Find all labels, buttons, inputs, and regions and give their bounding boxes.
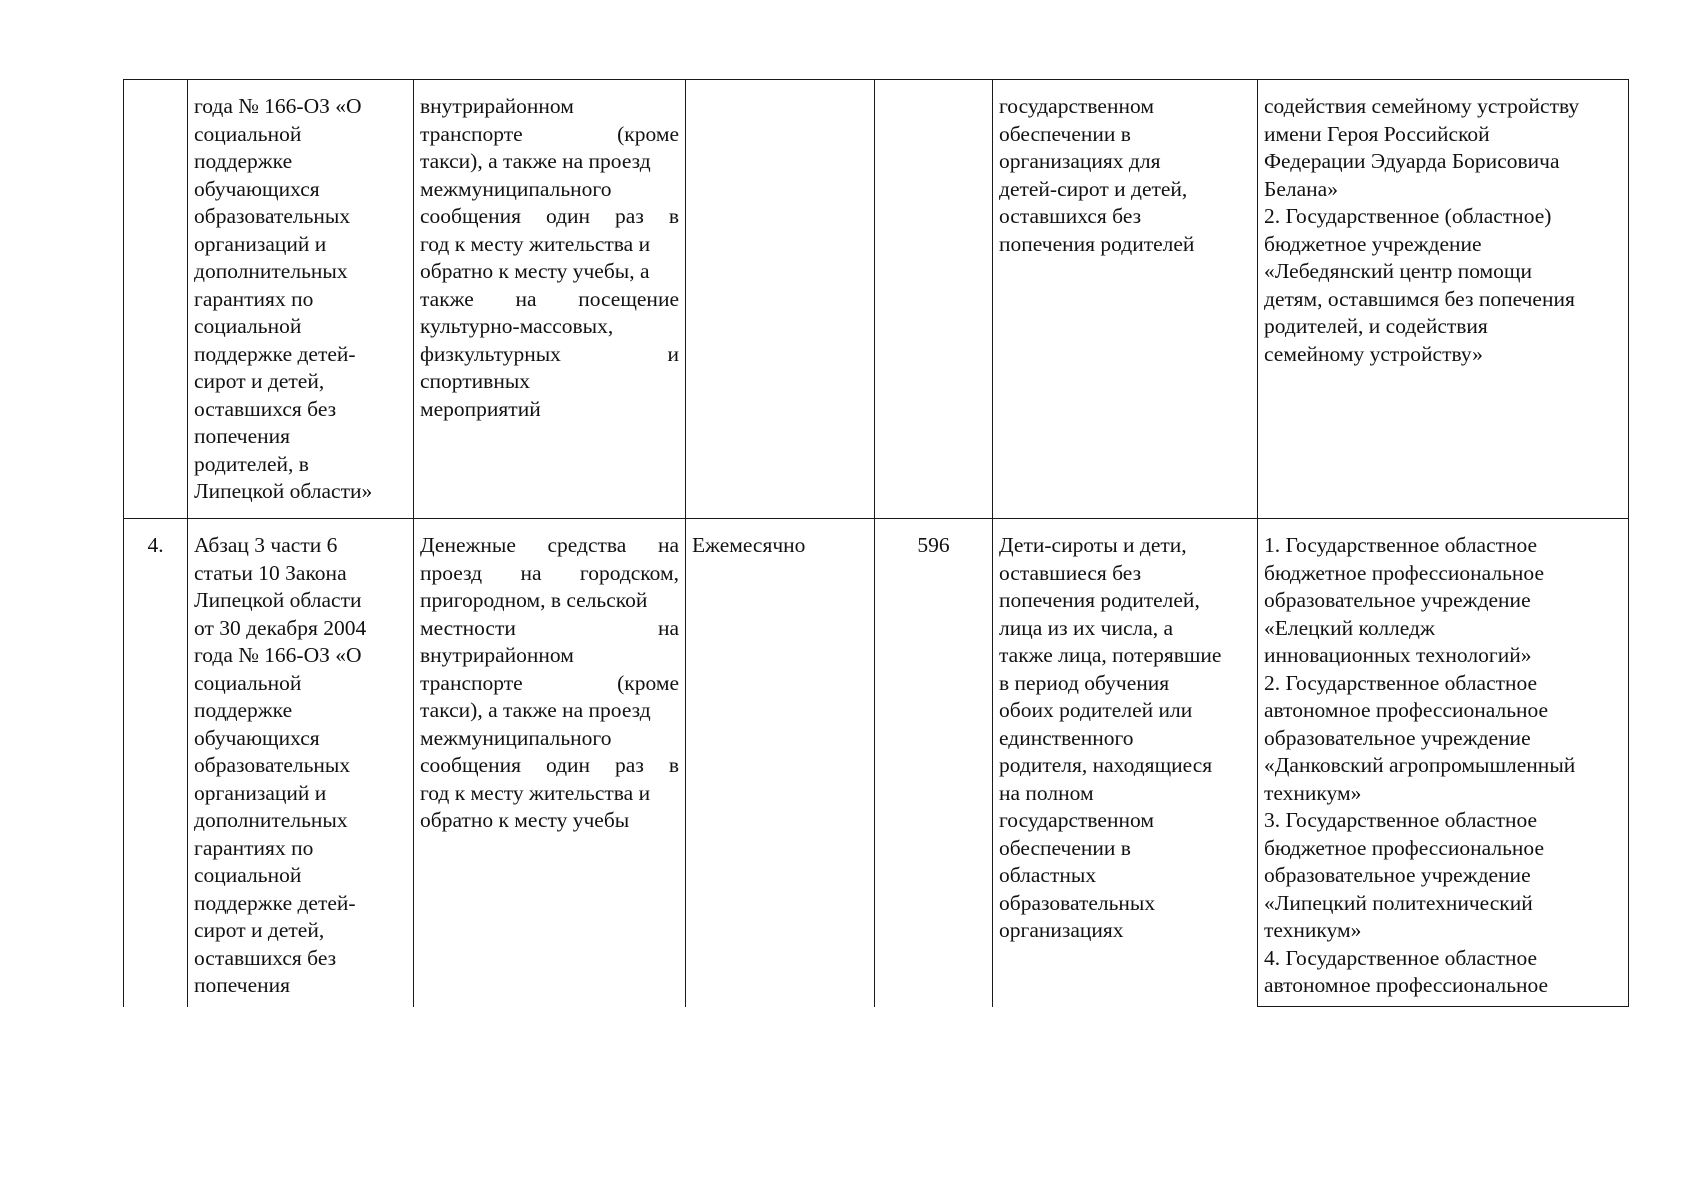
cell-text-line: проезд на городском, xyxy=(420,560,679,585)
cell-text-line: поддержке детей- xyxy=(194,890,356,915)
cell-text-line: образовательных xyxy=(194,753,351,777)
cell-text-line: поддержке детей- xyxy=(194,341,356,366)
cell-text-line: обоих родителей или xyxy=(999,698,1193,722)
cell-text-line: автономное профессиональное xyxy=(1264,698,1549,722)
cell-text-line: спортивных xyxy=(420,369,531,393)
recipients-cell xyxy=(993,80,1258,519)
payment-period-cell xyxy=(686,80,875,519)
cell-text-line: сирот и детей, xyxy=(194,369,325,393)
amount-value: 596 xyxy=(917,533,950,557)
cell-text-line: организациях xyxy=(999,918,1124,942)
cell-text-line: на полном xyxy=(999,780,1094,805)
cell-text-line: год к месту жительства и xyxy=(420,780,651,805)
cell-text-line: поддержке xyxy=(194,149,293,173)
cell-text-line: областных xyxy=(999,863,1097,887)
cell-text-line: родителя, находящиеся xyxy=(999,753,1213,777)
cell-text-line: техникум» xyxy=(1264,918,1362,942)
benefit-description-cell xyxy=(414,80,686,519)
cell-text-line: сообщения один раз в xyxy=(420,753,679,777)
cell-text-line: сообщения один раз в xyxy=(420,204,679,228)
cell-text-line: также лица, потерявшие xyxy=(999,643,1222,667)
row-number-cell xyxy=(124,519,188,1007)
payment-period: Ежемесячно xyxy=(692,533,806,557)
cell-text-line: 1. Государственное областное xyxy=(1264,533,1538,557)
cell-text-line: семейному устройству» xyxy=(1264,341,1483,366)
cell-text-line: «Липецкий политехнический xyxy=(1264,890,1533,915)
cell-text-line: социальной xyxy=(194,863,302,887)
cell-text-line: транспорте (кроме xyxy=(420,670,679,695)
cell-text-line: содействия семейному устройству xyxy=(1264,94,1580,118)
cell-text-line: поддержке xyxy=(194,698,293,722)
cell-text-line: социальной xyxy=(194,670,302,695)
cell-text-line: «Лебедянский центр помощи xyxy=(1264,259,1532,283)
cell-text-line: «Данковский агропромышленный xyxy=(1264,753,1576,777)
cell-text-line: также на посещение xyxy=(420,286,679,311)
cell-text-line: родителей, в xyxy=(194,451,309,476)
cell-text-line: Липецкой области» xyxy=(194,479,373,503)
cell-text-line: обучающихся xyxy=(194,725,320,750)
cell-text-line: инновационных технологий» xyxy=(1264,643,1532,667)
cell-text-line: детей-сирот и детей, xyxy=(999,176,1188,201)
cell-text-line: попечения xyxy=(194,424,291,448)
cell-text-line: физкультурных и xyxy=(420,341,679,366)
cell-text-line: год к месту жительства и xyxy=(420,231,651,256)
cell-text-line: техникум» xyxy=(1264,780,1362,805)
amount-cell xyxy=(875,519,993,1007)
cell-text-line: обеспечении в xyxy=(999,835,1131,860)
cell-text-line: попечения родителей xyxy=(999,231,1195,256)
cell-text-line: сирот и детей, xyxy=(194,918,325,942)
benefit-description-cell xyxy=(414,519,686,1007)
cell-text-line: попечения родителей, xyxy=(999,588,1200,612)
cell-text-line: 4. Государственное областное xyxy=(1264,945,1538,970)
cell-text-line: организаций и xyxy=(194,231,327,256)
cell-text-line: обратно к месту учебы, а xyxy=(420,259,650,283)
cell-text-line: образовательное учреждение xyxy=(1264,588,1531,612)
cell-text-line: образовательное учреждение xyxy=(1264,725,1531,750)
cell-text-line: от 30 декабря 2004 xyxy=(194,615,367,640)
cell-text-line: Федерации Эдуарда Борисовича xyxy=(1264,149,1560,173)
cell-text-line: внутрирайонном xyxy=(420,94,574,118)
cell-text-line: оставшихся без xyxy=(194,396,337,421)
cell-text-line: Белана» xyxy=(1264,176,1338,201)
cell-text-line: межмуниципального xyxy=(420,725,612,750)
cell-text-line: социальной xyxy=(194,314,302,338)
cell-text-line: детям, оставшимся без попечения xyxy=(1264,286,1575,311)
cell-text-line: пригородном, в сельской xyxy=(420,588,648,612)
cell-text-line: Липецкой области xyxy=(194,588,362,612)
cell-text-line: такси), а также на проезд xyxy=(420,698,651,722)
cell-text-line: организациях для xyxy=(999,149,1161,173)
cell-text-line: статьи 10 Закона xyxy=(194,560,347,585)
cell-text-line: культурно-массовых, xyxy=(420,314,614,338)
row-number-cell xyxy=(124,80,188,519)
cell-text-line: бюджетное учреждение xyxy=(1264,231,1482,256)
cell-text-line: попечения xyxy=(194,973,291,997)
cell-text-line: дополнительных xyxy=(194,808,348,832)
cell-text-line: автономное профессиональное xyxy=(1264,973,1549,997)
cell-text-line: бюджетное профессиональное xyxy=(1264,560,1544,585)
legal-basis-cell xyxy=(188,80,414,519)
cell-text-line: мероприятий xyxy=(420,396,541,421)
cell-text-line: 2. Государственное областное xyxy=(1264,670,1538,695)
cell-text-line: внутрирайонном xyxy=(420,643,574,667)
cell-text-line: оставшихся без xyxy=(999,204,1142,228)
recipients-cell xyxy=(993,519,1258,1007)
cell-text-line: оставшихся без xyxy=(194,945,337,970)
cell-text-line: образовательных xyxy=(194,204,351,228)
cell-text-line: организаций и xyxy=(194,780,327,805)
cell-text-line: государственном xyxy=(999,94,1154,118)
table-row xyxy=(124,80,1629,519)
cell-text-line: имени Героя Российской xyxy=(1264,121,1490,146)
cell-text-line: государственном xyxy=(999,808,1154,832)
cell-text-line: бюджетное профессиональное xyxy=(1264,835,1544,860)
legal-basis-cell xyxy=(188,519,414,1007)
cell-text-line: оставшиеся без xyxy=(999,560,1142,585)
organizations-cell xyxy=(1258,80,1629,519)
table-row xyxy=(124,519,1629,1007)
row-number: 4. xyxy=(147,533,164,557)
amount-cell xyxy=(875,80,993,519)
cell-text-line: образовательное учреждение xyxy=(1264,863,1531,887)
cell-text-line: гарантиях по xyxy=(194,835,314,860)
cell-text-line: «Елецкий колледж xyxy=(1264,615,1435,640)
organizations-cell xyxy=(1258,519,1629,1007)
cell-text-line: образовательных xyxy=(999,890,1156,915)
cell-text-line: родителей, и содействия xyxy=(1264,314,1488,338)
cell-text-line: межмуниципального xyxy=(420,176,612,201)
payment-period-cell xyxy=(686,519,875,1007)
cell-text-line: в период обучения xyxy=(999,670,1170,695)
cell-text-line: такси), а также на проезд xyxy=(420,149,651,173)
cell-text-line: Дети-сироты и дети, xyxy=(999,533,1187,557)
cell-text-line: года № 166-ОЗ «О xyxy=(194,94,362,118)
cell-text-line: транспорте (кроме xyxy=(420,121,679,146)
cell-text-line: года № 166-ОЗ «О xyxy=(194,643,362,667)
benefits-table xyxy=(123,79,1629,1007)
cell-text-line: 3. Государственное областное xyxy=(1264,808,1538,832)
cell-text-line: единственного xyxy=(999,725,1134,750)
cell-text-line: местности на xyxy=(420,615,679,640)
cell-text-line: 2. Государственное (областное) xyxy=(1264,204,1552,228)
cell-text-line: Денежные средства на xyxy=(420,533,679,557)
cell-text-line: лица из их числа, а xyxy=(999,615,1174,640)
cell-text-line: дополнительных xyxy=(194,259,348,283)
cell-text-line: социальной xyxy=(194,121,302,146)
cell-text-line: обратно к месту учебы xyxy=(420,808,630,832)
cell-text-line: обеспечении в xyxy=(999,121,1131,146)
cell-text-line: обучающихся xyxy=(194,176,320,201)
cell-text-line: гарантиях по xyxy=(194,286,314,311)
cell-text-line: Абзац 3 части 6 xyxy=(194,533,338,557)
